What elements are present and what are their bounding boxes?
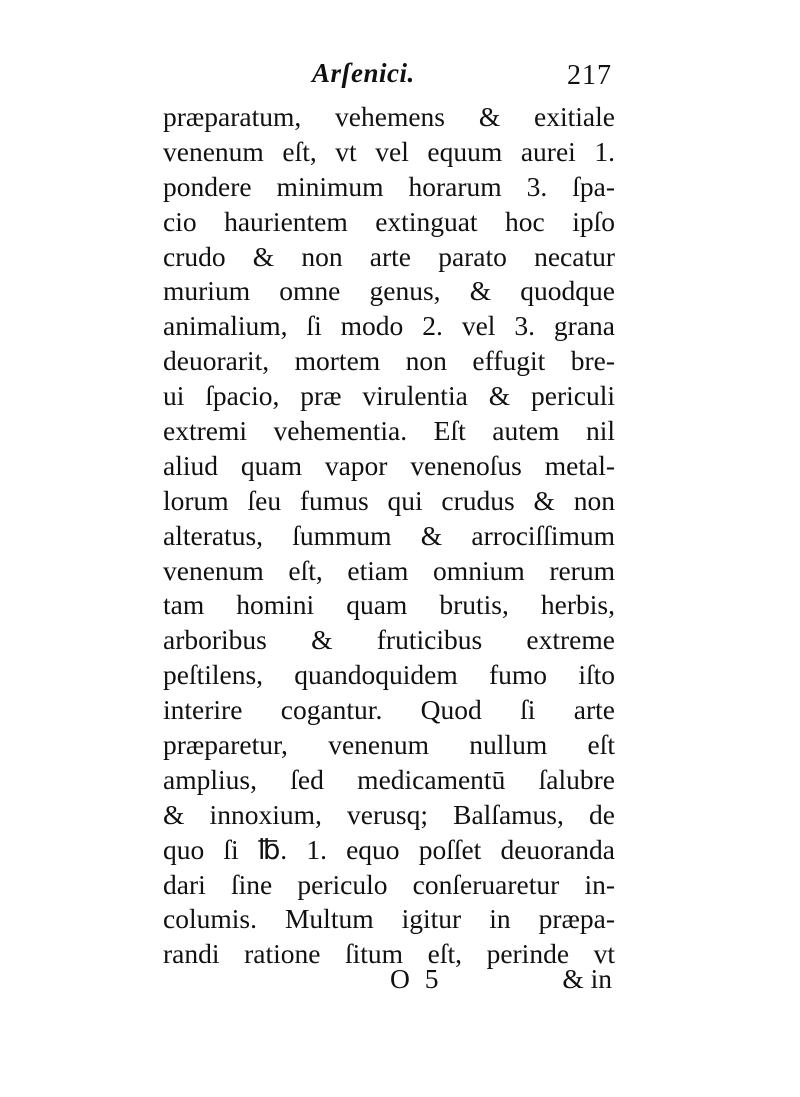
text-line: murium omne genus, & quodque [163, 275, 615, 307]
text-line: extremi vehementia. Eſt autem nil [163, 415, 615, 447]
text-line: columis. Multum igitur in præpa- [163, 903, 615, 935]
text-line: arboribus & fruticibus extreme [163, 624, 615, 656]
text-line: pondere minimum horarum 3. ſpa- [163, 170, 615, 202]
text-line: ui ſpacio, præ virulentia & periculi [163, 380, 615, 412]
text-line: venenum eſt, vt vel equum aurei 1. [163, 135, 615, 167]
page-number: 217 [567, 60, 612, 91]
text-line: & innoxium, verusq; Balſamus, de [163, 798, 615, 830]
text-line: præparatum, vehemens & exitiale [163, 101, 615, 132]
text-line: præparetur, venenum nullum eſt [163, 729, 615, 761]
text-line: alteratus, ſummum & arrociſſimum [163, 519, 615, 551]
text-line: quo ſi ℔. 1. equo poſſet deuoranda [163, 833, 615, 865]
page-header [160, 58, 616, 94]
page-footer [390, 963, 616, 999]
text-line: aliud quam vapor venenoſus metal- [163, 449, 615, 481]
text-line: amplius, ſed medicamentū ſalubre [163, 763, 615, 795]
catchword: & in [562, 963, 612, 994]
text-line: dari ſine periculo conſeruaretur in- [163, 868, 615, 900]
text-line: crudo & non arte parato necatur [163, 240, 615, 272]
text-line: deuorarit, mortem non effugit bre- [163, 345, 615, 377]
signature-mark: O 5 [390, 963, 443, 994]
text-line: cio haurientem extinguat hoc ipſo [163, 205, 615, 237]
text-line: peſtilens, quandoquidem fumo iſto [163, 659, 615, 691]
running-title: Arſenici. [312, 58, 415, 88]
text-line: randi ratione ſitum eſt, perinde vt [163, 938, 615, 970]
text-line: animalium, ſi modo 2. vel 3. grana [163, 310, 615, 342]
text-line: interire cogantur. Quod ſi arte [163, 694, 615, 726]
body-text [163, 100, 615, 972]
text-line: lorum ſeu fumus qui crudus & non [163, 484, 615, 516]
text-line: tam homini quam brutis, herbis, [163, 589, 615, 621]
text-line: venenum eſt, etiam omnium rerum [163, 554, 615, 586]
